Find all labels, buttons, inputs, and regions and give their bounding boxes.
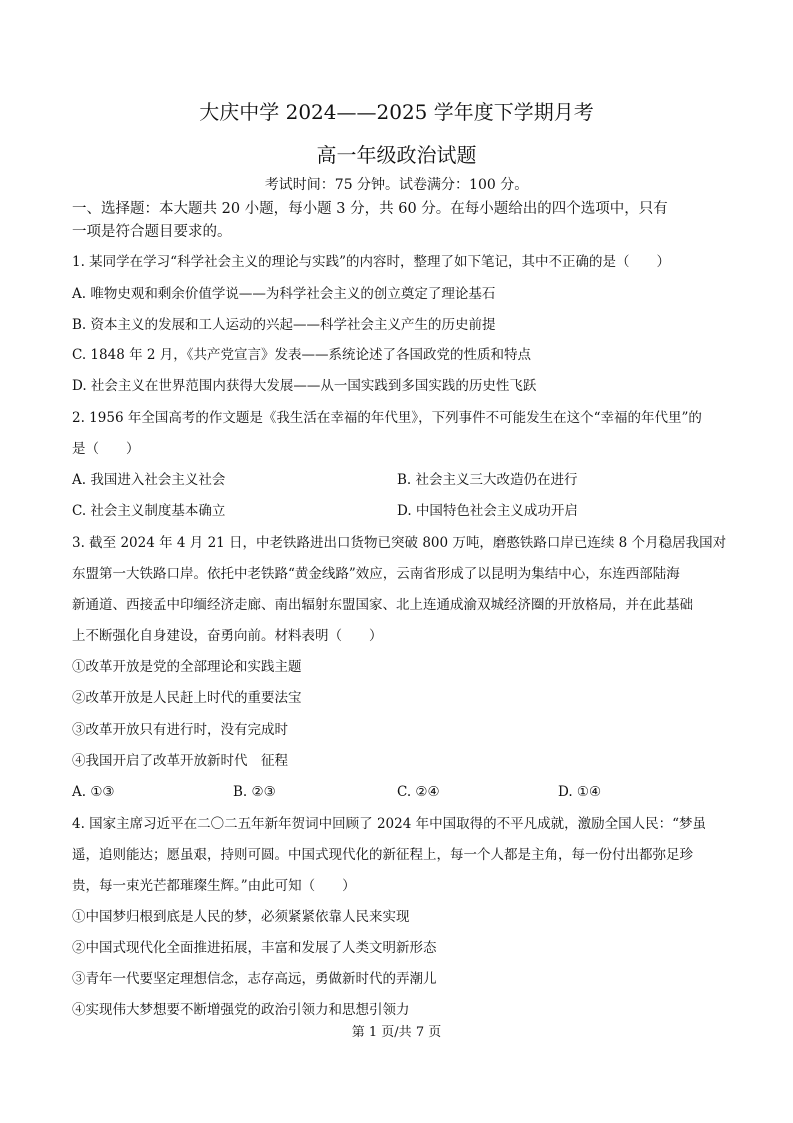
q2-stem-line1: 2. 1956 年全国高考的作文题是《我生活在幸福的年代里》，下列事件不可能发生在这个“幸福的年代里”的 — [72, 410, 702, 426]
q3-statement-3: ③改革开放只有进行时，没有完成时 — [72, 722, 288, 738]
q3-option-c: C. ②④ — [397, 784, 440, 800]
q1-option-b: B. 资本主义的发展和工人运动的兴起——科学社会主义产生的历史前提 — [72, 317, 496, 333]
section-instructions-line2: 一项是符合题目要求的。 — [72, 224, 232, 240]
q3-stem-line4: 上不断强化自身建设，奋勇向前。材料表明（ ） — [72, 628, 383, 644]
q3-option-d: D. ①④ — [558, 784, 602, 800]
q4-statement-4: ④实现伟大梦想要不断增强党的政治引领力和思想引领力 — [72, 1002, 410, 1018]
q2-option-d: D. 中国特色社会主义成功开启 — [397, 503, 578, 519]
q1-option-a: A. 唯物史观和剩余价值学说——为科学社会主义的创立奠定了理论基石 — [72, 286, 496, 302]
q4-stem-line2: 遥，追则能达；愿虽艰，持则可圆。中国式现代化的新征程上，每一个人都是主角，每一份付出都弥足珍 — [72, 847, 693, 863]
q2-stem-line2: 是（ ） — [72, 441, 140, 457]
q1-option-d: D. 社会主义在世界范围内获得大发展——从一国实践到多国实践的历史性飞跃 — [72, 378, 537, 394]
q2-option-a: A. 我国进入社会主义社会 — [72, 472, 226, 488]
exam-info: 考试时间：75 分钟。试卷满分：100 分。 — [264, 177, 529, 193]
q3-statement-2: ②改革开放是人民赶上时代的重要法宝 — [72, 690, 302, 706]
section-instructions-line1: 一、选择题：本大题共 20 小题，每小题 3 分，共 60 分。在每小题给出的四个选项中，只有 — [72, 201, 668, 217]
q1-stem: 1. 某同学在学习“科学社会主义的理论与实践”的内容时，整理了如下笔记，其中不正确的是（ ） — [72, 254, 670, 270]
q3-statement-1: ①改革开放是党的全部理论和实践主题 — [72, 659, 302, 675]
q4-stem-line3: 贵，每一束光芒都璀璨生辉。”由此可知（ ） — [72, 878, 356, 894]
q3-option-a: A. ①③ — [72, 784, 115, 800]
q4-statement-2: ②中国式现代化全面推进拓展，丰富和发展了人类文明新形态 — [72, 940, 437, 956]
q4-statement-1: ①中国梦归根到底是人民的梦，必须紧紧依靠人民来实现 — [72, 909, 410, 925]
q2-option-c: C. 社会主义制度基本确立 — [72, 503, 226, 519]
exam-subtitle: 高一年级政治试题 — [316, 143, 477, 167]
q3-option-b: B. ②③ — [233, 784, 276, 800]
q3-statement-4: ④我国开启了改革开放新时代 征程 — [72, 753, 288, 769]
q1-option-c: C. 1848 年 2 月，《共产党宣言》发表——系统论述了各国政党的性质和特点 — [72, 347, 531, 363]
exam-title: 大庆中学 2024——2025 学年度下学期月考 — [199, 100, 594, 124]
q3-stem-line1: 3. 截至 2024 年 4 月 21 日，中老铁路进出口货物已突破 800 万吨，磨憨铁路口岸已连续 8 个月稳居我国对 — [72, 535, 727, 551]
q2-option-b: B. 社会主义三大改造仍在进行 — [397, 472, 578, 488]
q4-stem-line1: 4. 国家主席习近平在二〇二五年新年贺词中回顾了 2024 年中国取得的不平凡成就，激励全国人民：“梦虽 — [72, 816, 707, 832]
q3-stem-line3: 新通道、西接孟中印缅经济走廊、南出辐射东盟国家、北上连通成渝双城经济圈的开放格局，并在此基础 — [72, 597, 693, 613]
q3-stem-line2: 东盟第一大铁路口岸。依托中老铁路“黄金线路”效应，云南省形成了以昆明为集结中心，东连西部陆海 — [72, 566, 680, 582]
q4-statement-3: ③青年一代要坚定理想信念，志存高远，勇做新时代的弄潮儿 — [72, 971, 437, 987]
page-number: 第 1 页/共 7 页 — [351, 1025, 442, 1040]
